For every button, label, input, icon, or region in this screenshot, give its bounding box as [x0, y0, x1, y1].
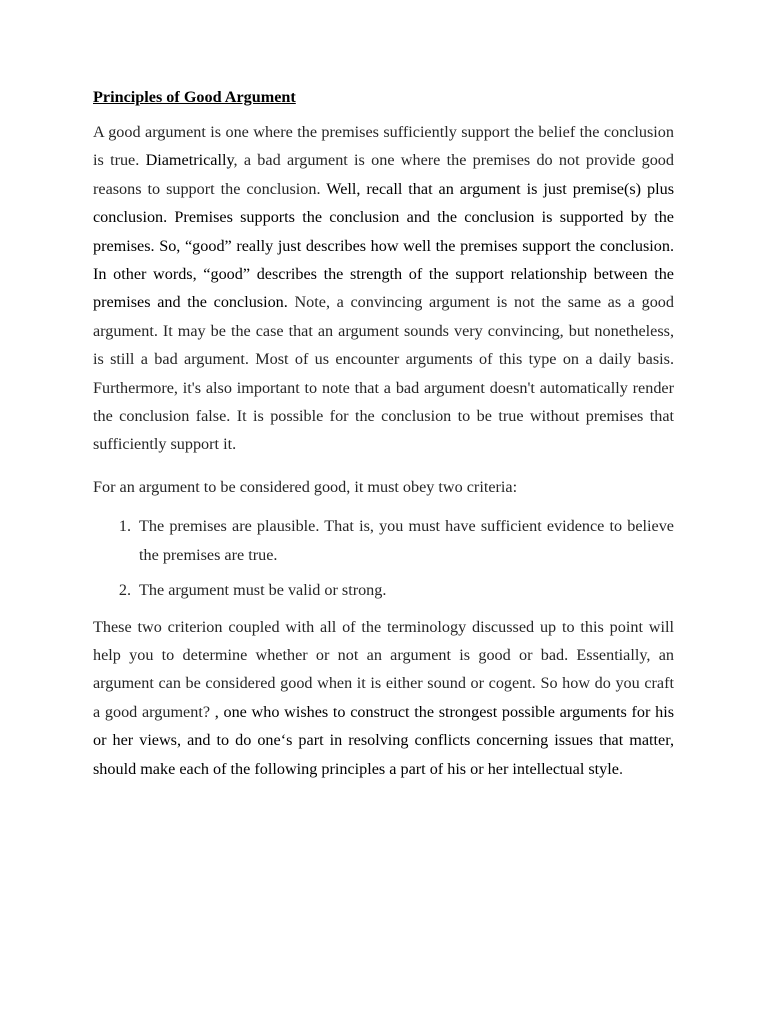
paragraph-3-part-a: These two criterion coupled with all of the terminology discussed up to this point will help you to determine whether or not an argument is good or bad. Essentially, an argument can be considered good when it is either sound or cogent. So how do you craft a good argument?: [93, 617, 674, 721]
list-item-number: 2.: [118, 581, 131, 600]
paragraph-good-argument-definition: [93, 118, 674, 459]
list-item: [93, 576, 674, 604]
paragraph-crafting-good-argument: [93, 613, 674, 783]
paragraph-3-part-b: , one who wishes to construct the strongest possible arguments for his or her views, and to do one‘s part in resolving conflicts concerning issues that matter, should make each of the following principles a part of his or her intellectual style: [93, 702, 674, 778]
document-page: [93, 86, 674, 783]
paragraph-1-part-d: Well, recall that an argument is just premise(s) plus conclusion. Premises supports the conclusion and the conclusion is supported by the premises. So, “good” really just describes how well the premises support the conclusion. In other words, “good” describes the strength of the support relationship between the premises and the conclusion.: [93, 179, 674, 312]
document-title: Principles of Good Argument: [93, 88, 296, 106]
list-item-number: 1.: [118, 517, 131, 536]
paragraph-1-part-a: A good argument is one where the premises sufficiently support the belief the conclusion is true.: [93, 123, 674, 170]
list-item-text: The argument must be valid or strong.: [139, 581, 387, 600]
list-item: [93, 512, 674, 569]
paragraph-1-part-b: Diametrically: [145, 151, 234, 170]
paragraph-1-part-c: , a bad argument is one where the premises do not provide good reasons to support the conclusion.: [93, 151, 674, 198]
paragraph-criteria-intro: For an argument to be considered good, it must obey two criteria:: [93, 477, 518, 496]
criteria-list: [93, 512, 674, 604]
paragraph-3-part-c: .: [618, 759, 623, 778]
paragraph-1-part-e: Note, a convincing argument is not the same as a good argument. It may be the case that an argument sounds very convincing, but nonetheless, is still a bad argument. Most of us encounter arguments of this type on a daily basis. Furthermore, it's also important to note that a bad argument doesn't automatically render the conclusion false. It is possible for the conclusion to be true without premises that sufficiently support it.: [93, 293, 674, 454]
list-item-text: The premises are plausible. That is, you must have sufficient evidence to believe the premises are true.: [139, 517, 674, 564]
